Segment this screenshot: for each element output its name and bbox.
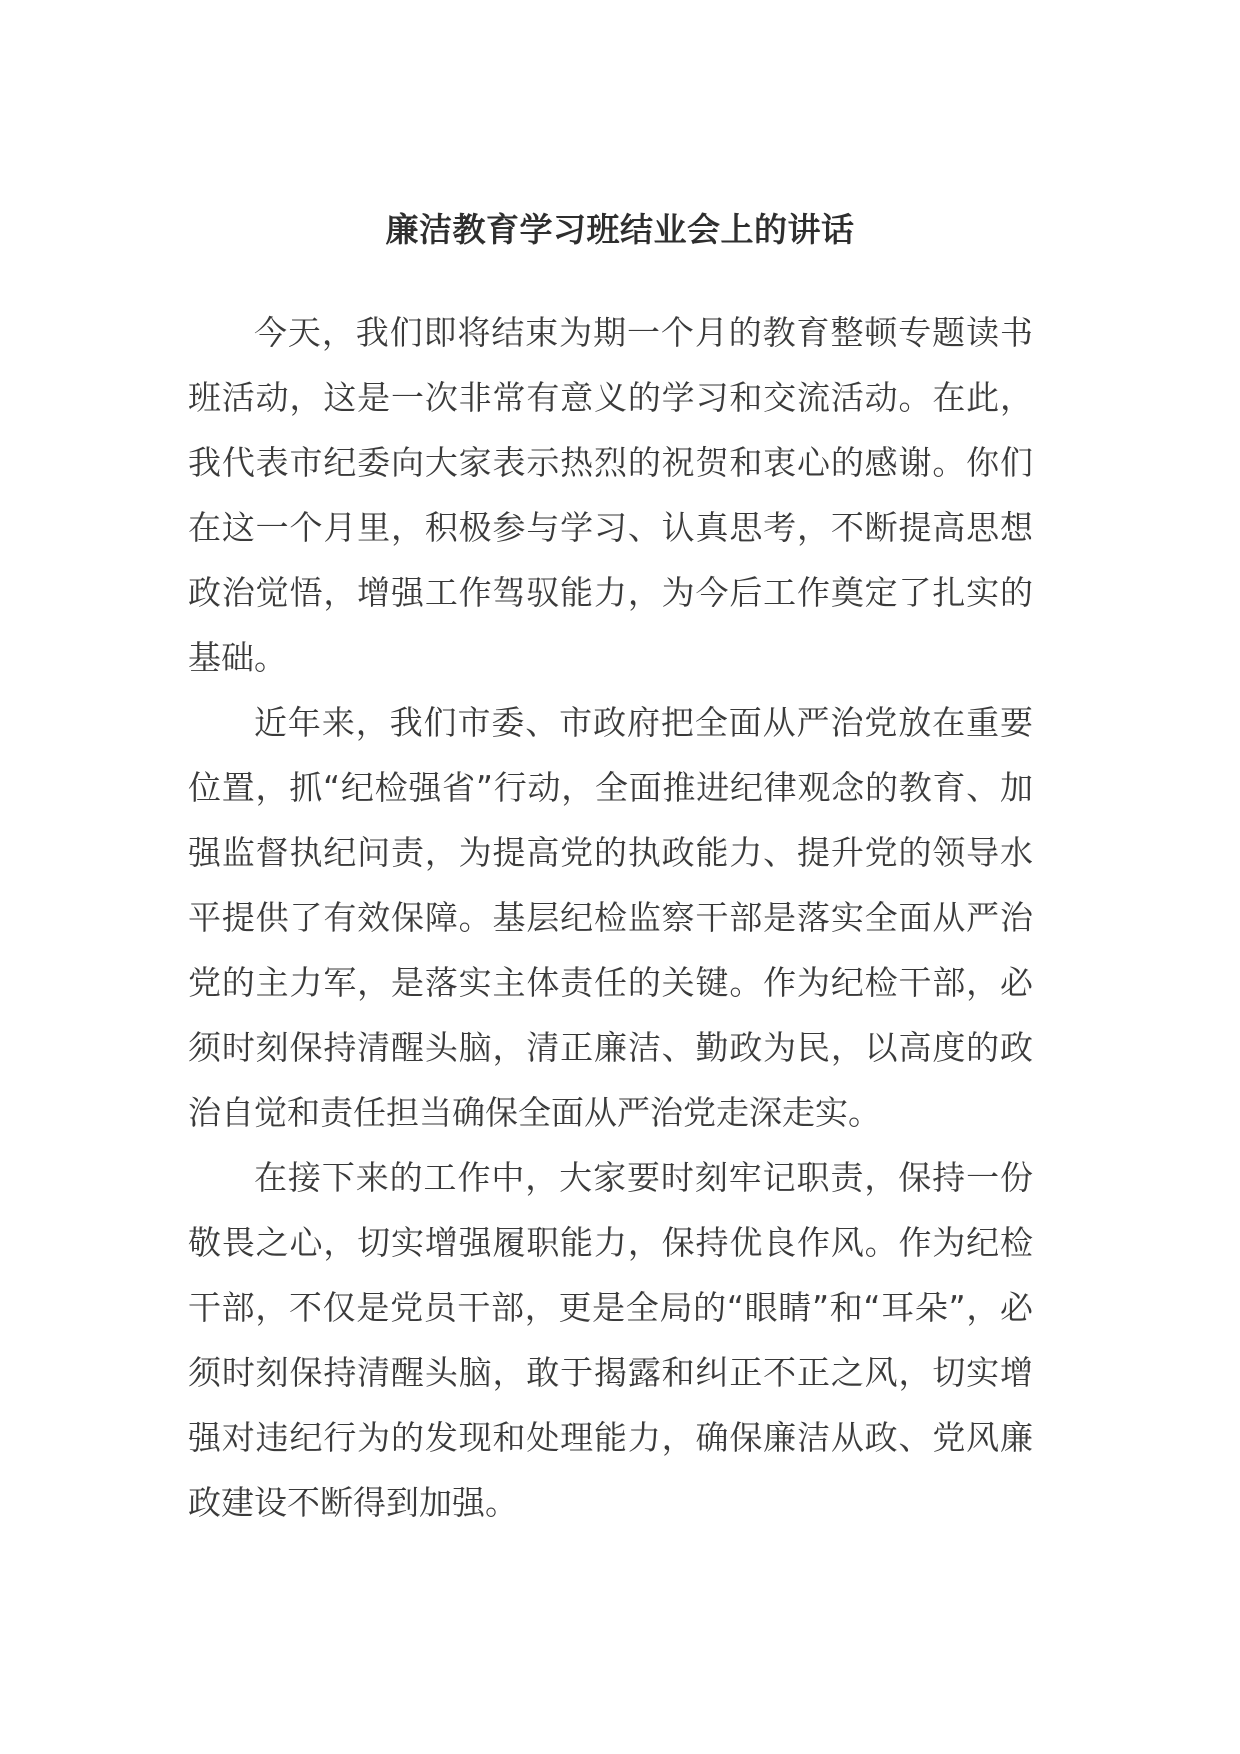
paragraph-3: 在接下来的工作中，大家要时刻牢记职责，保持一份敬畏之心，切实增强履职能力，保持优良作风。作为纪检干部，不仅是党员干部，更是全局的“眼睛”和“耳朵”，必须时刻保持清醒头脑，敢于揭露和纠正不正之风，切实增强对违纪行为的发现和处理能力，确保廉洁从政、党风廉政建设不断得到加强。	[188, 1158, 1033, 1522]
paragraph-1: 今天，我们即将结束为期一个月的教育整顿专题读书班活动，这是一次非常有意义的学习和交流活动。在此，我代表市纪委向大家表示热烈的祝贺和衷心的感谢。你们在这一个月里，积极参与学习、认真思考，不断提高思想政治觉悟，增强工作驾驭能力，为今后工作奠定了扎实的基础。	[188, 313, 1033, 677]
paragraph-2: 近年来，我们市委、市政府把全面从严治党放在重要位置，抓“纪检强省”行动，全面推进纪律观念的教育、加强监督执纪问责，为提高党的执政能力、提升党的领导水平提供了有效保障。基层纪检监察干部是落实全面从严治党的主力军，是落实主体责任的关键。作为纪检干部，必须时刻保持清醒头脑，清正廉洁、勤政为民，以高度的政治自觉和责任担当确保全面从严治党走深走实。	[188, 703, 1033, 1132]
document-body	[188, 300, 1033, 1535]
document-title: 廉洁教育学习班结业会上的讲话	[385, 210, 855, 249]
